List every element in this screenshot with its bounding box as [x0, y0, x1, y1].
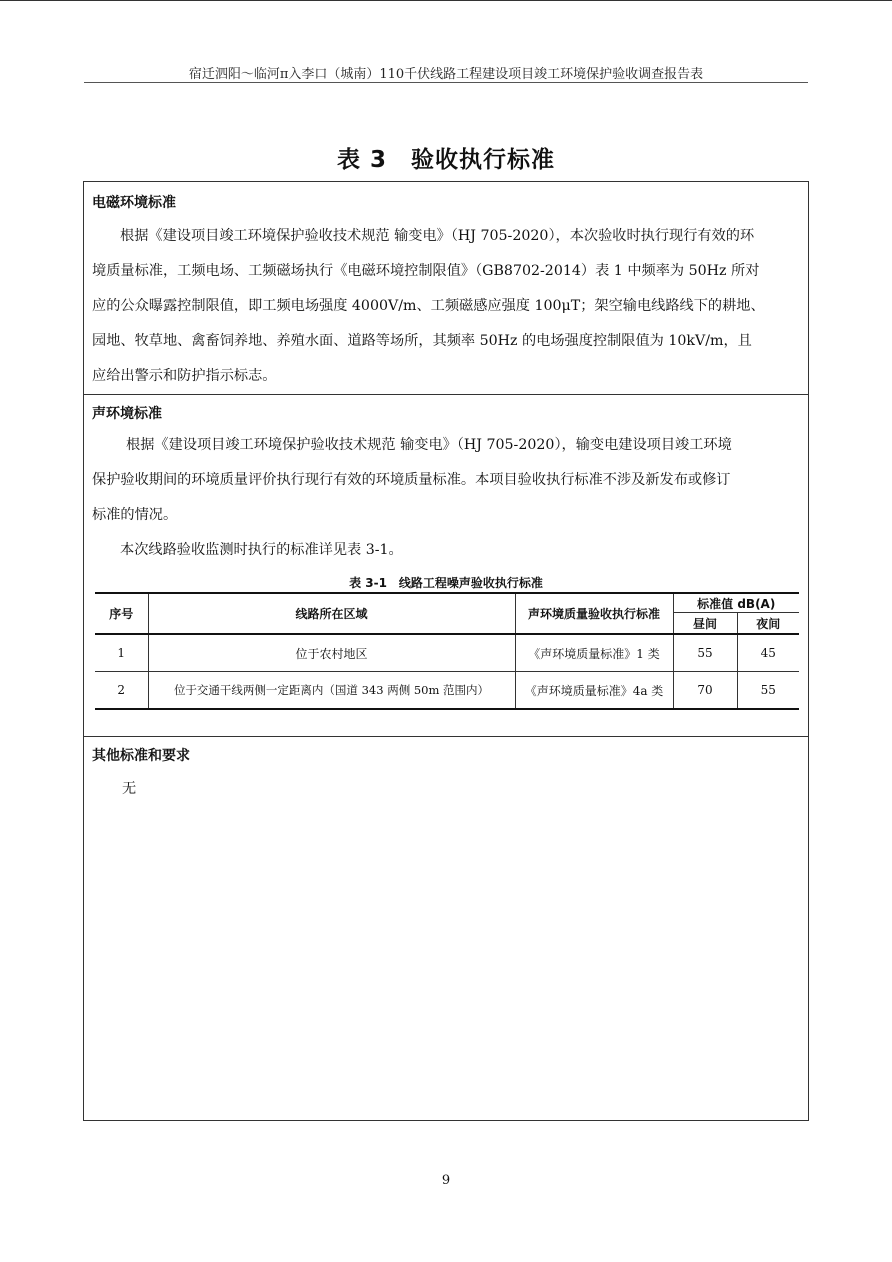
table-header-row: [95, 593, 799, 613]
page-title: 表 3 验收执行标准: [336, 147, 555, 173]
header-rule: [84, 82, 808, 83]
header-limit: 标准值 dB(A): [673, 593, 799, 613]
cell-seq: 2: [95, 672, 148, 710]
cell-day: 70: [673, 672, 737, 710]
noise-line-3: 标准的情况。: [92, 507, 178, 523]
cell-seq: 1: [95, 634, 148, 672]
cell-area: 位于交通干线两侧一定距离内（国道 343 两侧 50m 范围内）: [148, 672, 515, 710]
section-divider: [84, 736, 808, 737]
standards-frame: [83, 181, 809, 1121]
cell-standard: 《声环境质量标准》4a 类: [515, 672, 673, 710]
header-night: 夜间: [737, 613, 799, 635]
page-number: 9: [441, 1173, 451, 1188]
cell-standard: 《声环境质量标准》1 类: [515, 634, 673, 672]
noise-section-title: 声环境标准: [92, 406, 162, 422]
table-caption: 表 3-1 线路工程噪声验收执行标准: [349, 576, 543, 590]
top-edge-line: [0, 0, 892, 1]
em-line-4: 园地、牧草地、禽畜饲养地、养殖水面、道路等场所，其频率 50Hz 的电场强度控制限值为 10kV/m，且: [92, 333, 752, 349]
header-area: 线路所在区域: [148, 593, 515, 634]
cell-area: 位于农村地区: [148, 634, 515, 672]
header-standard: 声环境质量验收执行标准: [515, 593, 673, 634]
section-divider: [84, 394, 808, 395]
em-line-1: 根据《建设项目竣工环境保护验收技术规范 输变电》（HJ 705-2020），本次验收时执行现行有效的环: [120, 228, 755, 244]
cell-night: 55: [737, 672, 799, 710]
noise-paragraph: [92, 428, 804, 568]
table-row: [95, 672, 799, 710]
em-paragraph: [92, 219, 804, 394]
noise-line-2: 保护验收期间的环境质量评价执行现行有效的环境质量标准。本项目验收执行标准不涉及新发布或修订: [92, 472, 731, 488]
cell-night: 45: [737, 634, 799, 672]
em-line-2: 境质量标准，工频电场、工频磁场执行《电磁环境控制限值》（GB8702-2014）表 1 中频率为 50Hz 所对: [92, 263, 760, 279]
header-seq: 序号: [95, 593, 148, 634]
cell-day: 55: [673, 634, 737, 672]
other-section-title: 其他标准和要求: [92, 748, 190, 764]
noise-note: 本次线路验收监测时执行的标准详见表 3-1。: [120, 542, 403, 558]
header-day: 昼间: [673, 613, 737, 635]
other-content: 无: [122, 781, 137, 797]
table-row: [95, 634, 799, 672]
running-header: 宿迁泗阳～临河π入李口（城南）110千伏线路工程建设项目竣工环境保护验收调查报告表: [188, 67, 704, 82]
em-line-5: 应给出警示和防护指示标志。: [92, 368, 277, 384]
noise-line-1: 根据《建设项目竣工环境保护验收技术规范 输变电》（HJ 705-2020），输变电建设项目竣工环境: [126, 437, 732, 453]
em-line-3: 应的公众曝露控制限值，即工频电场强度 4000V/m、工频磁感应强度 100μT；架空输电线路线下的耕地、: [92, 298, 765, 314]
noise-standard-table: [95, 592, 799, 710]
em-section-title: 电磁环境标准: [92, 195, 176, 211]
